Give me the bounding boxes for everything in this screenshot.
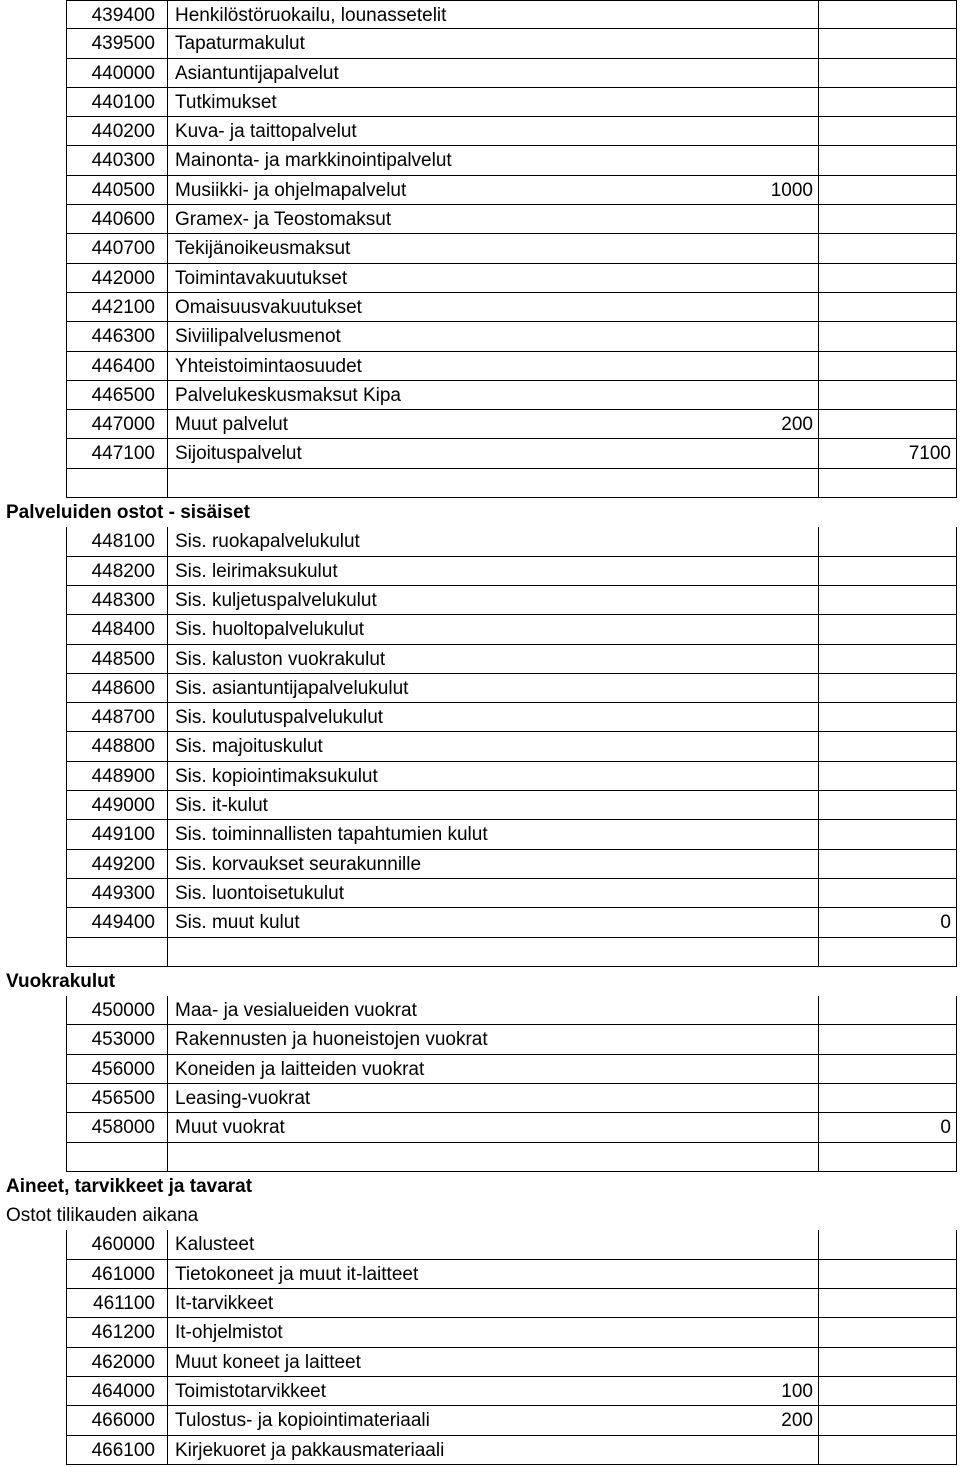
account-code: 461000 xyxy=(66,1260,167,1289)
section-heading: Aineet, tarvikkeet ja tavarat xyxy=(6,1175,253,1197)
section-total xyxy=(819,0,957,29)
section-total xyxy=(819,645,957,674)
account-value xyxy=(667,1348,819,1377)
account-name: Tapaturmakulut xyxy=(167,29,819,58)
account-name: Kalusteet xyxy=(167,1230,819,1259)
section-total xyxy=(819,732,957,761)
account-value xyxy=(667,879,819,908)
account-name: Sis. huoltopalvelukulut xyxy=(167,615,819,644)
account-row xyxy=(0,1406,960,1435)
account-value xyxy=(667,1318,819,1347)
section-total: 0 xyxy=(819,1113,957,1142)
account-row xyxy=(0,29,960,58)
empty-cell xyxy=(819,1143,957,1172)
account-code: 448700 xyxy=(66,703,167,732)
section-total xyxy=(819,1084,957,1113)
account-value xyxy=(667,1025,819,1054)
account-code: 458000 xyxy=(66,1113,167,1142)
account-name: Sis. kuljetuspalvelukulut xyxy=(167,586,819,615)
account-value xyxy=(667,674,819,703)
empty-cell xyxy=(667,469,819,498)
account-row xyxy=(0,527,960,556)
account-row xyxy=(0,615,960,644)
account-row xyxy=(0,1025,960,1054)
section-total xyxy=(819,674,957,703)
section-subheading: Ostot tilikauden aikana xyxy=(6,1205,199,1227)
account-name: Sis. asiantuntijapalvelukulut xyxy=(167,674,819,703)
account-value xyxy=(667,645,819,674)
section-heading: Vuokrakulut xyxy=(6,970,116,992)
account-code: 447100 xyxy=(66,439,167,468)
account-value xyxy=(667,439,819,468)
section-heading: Palveluiden ostot - sisäiset xyxy=(6,502,250,524)
account-value xyxy=(667,850,819,879)
section-total xyxy=(819,850,957,879)
account-row xyxy=(0,1436,960,1465)
account-name: Yhteistoimintaosuudet xyxy=(167,352,819,381)
section-total xyxy=(819,88,957,117)
account-name: Siviilipalvelusmenot xyxy=(167,322,819,351)
account-name: Toimintavakuutukset xyxy=(167,264,819,293)
section-total xyxy=(819,234,957,263)
account-row xyxy=(0,674,960,703)
section-total xyxy=(819,615,957,644)
account-code: 449300 xyxy=(66,879,167,908)
account-name: Musiikki- ja ohjelmapalvelut xyxy=(167,176,819,205)
section-total xyxy=(819,1230,957,1259)
account-code: 442100 xyxy=(66,293,167,322)
account-value xyxy=(667,117,819,146)
account-name: Sijoituspalvelut xyxy=(167,439,819,468)
account-name: Sis. luontoisetukulut xyxy=(167,879,819,908)
account-name: Henkilöstöruokailu, lounassetelit xyxy=(167,0,819,29)
account-code: 439400 xyxy=(66,0,167,29)
account-code: 448500 xyxy=(66,645,167,674)
section-total xyxy=(819,117,957,146)
account-code: 447000 xyxy=(66,410,167,439)
account-code: 446400 xyxy=(66,352,167,381)
section-total xyxy=(819,820,957,849)
account-code: 446300 xyxy=(66,322,167,351)
account-value xyxy=(667,996,819,1025)
account-row xyxy=(0,322,960,351)
section-total xyxy=(819,586,957,615)
account-value xyxy=(667,59,819,88)
account-value xyxy=(667,1113,819,1142)
section-subheading-row xyxy=(0,1201,960,1230)
section-total xyxy=(819,352,957,381)
section-heading-row xyxy=(0,1172,960,1201)
account-name: It-tarvikkeet xyxy=(167,1289,819,1318)
account-value xyxy=(667,234,819,263)
account-code: 448300 xyxy=(66,586,167,615)
section-total xyxy=(819,791,957,820)
account-row xyxy=(0,1055,960,1084)
account-value xyxy=(667,1055,819,1084)
account-code: 453000 xyxy=(66,1025,167,1054)
section-total xyxy=(819,205,957,234)
account-value xyxy=(667,205,819,234)
account-value xyxy=(667,703,819,732)
account-code: 448200 xyxy=(66,557,167,586)
account-code: 461100 xyxy=(66,1289,167,1318)
account-name: Kuva- ja taittopalvelut xyxy=(167,117,819,146)
account-name: Sis. leirimaksukulut xyxy=(167,557,819,586)
account-code: 461200 xyxy=(66,1318,167,1347)
account-row xyxy=(0,352,960,381)
account-name: Sis. ruokapalvelukulut xyxy=(167,527,819,556)
account-row xyxy=(0,1318,960,1347)
account-value: 1000 xyxy=(667,176,819,205)
account-code: 439500 xyxy=(66,29,167,58)
account-code: 440100 xyxy=(66,88,167,117)
account-code: 450000 xyxy=(66,996,167,1025)
section-total xyxy=(819,557,957,586)
account-code: 440300 xyxy=(66,146,167,175)
account-name: Palvelukeskusmaksut Kipa xyxy=(167,381,819,410)
account-name: Sis. toiminnallisten tapahtumien kulut xyxy=(167,820,819,849)
account-name: Muut koneet ja laitteet xyxy=(167,1348,819,1377)
account-row xyxy=(0,820,960,849)
account-row xyxy=(0,205,960,234)
account-name: Toimistotarvikkeet xyxy=(167,1377,819,1406)
account-row xyxy=(0,879,960,908)
account-code: 448600 xyxy=(66,674,167,703)
account-code: 460000 xyxy=(66,1230,167,1259)
account-name: Tietokoneet ja muut it-laitteet xyxy=(167,1260,819,1289)
account-row xyxy=(0,762,960,791)
account-value xyxy=(667,88,819,117)
account-code: 442000 xyxy=(66,264,167,293)
account-row xyxy=(0,703,960,732)
account-value xyxy=(667,1260,819,1289)
account-row xyxy=(0,88,960,117)
account-name: Asiantuntijapalvelut xyxy=(167,59,819,88)
account-value xyxy=(667,1230,819,1259)
account-name: Leasing-vuokrat xyxy=(167,1084,819,1113)
account-name: It-ohjelmistot xyxy=(167,1318,819,1347)
account-row xyxy=(0,381,960,410)
section-total xyxy=(819,879,957,908)
account-value xyxy=(667,732,819,761)
section-total xyxy=(819,410,957,439)
account-row xyxy=(0,117,960,146)
section-total xyxy=(819,1436,957,1465)
account-row xyxy=(0,1113,960,1142)
account-code: 456000 xyxy=(66,1055,167,1084)
empty-cell xyxy=(66,1143,167,1172)
account-code: 448400 xyxy=(66,615,167,644)
section-total xyxy=(819,1348,957,1377)
account-value xyxy=(667,557,819,586)
account-name: Koneiden ja laitteiden vuokrat xyxy=(167,1055,819,1084)
section-total xyxy=(819,264,957,293)
empty-cell xyxy=(66,469,167,498)
account-name: Muut vuokrat xyxy=(167,1113,819,1142)
section-total xyxy=(819,1260,957,1289)
section-total xyxy=(819,29,957,58)
section-total xyxy=(819,1318,957,1347)
account-row xyxy=(0,1348,960,1377)
account-code: 449000 xyxy=(66,791,167,820)
account-name: Sis. kopiointimaksukulut xyxy=(167,762,819,791)
account-name: Sis. it-kulut xyxy=(167,791,819,820)
section-total xyxy=(819,381,957,410)
account-row xyxy=(0,996,960,1025)
account-code: 440000 xyxy=(66,59,167,88)
spacer-row xyxy=(0,1143,960,1172)
account-value xyxy=(667,908,819,937)
account-name: Sis. kaluston vuokrakulut xyxy=(167,645,819,674)
account-row xyxy=(0,1230,960,1259)
section-total xyxy=(819,703,957,732)
account-value xyxy=(667,791,819,820)
section-total xyxy=(819,176,957,205)
account-row xyxy=(0,146,960,175)
account-row xyxy=(0,1260,960,1289)
account-value xyxy=(667,322,819,351)
account-name: Sis. majoituskulut xyxy=(167,732,819,761)
account-row xyxy=(0,850,960,879)
account-value: 200 xyxy=(667,410,819,439)
account-name: Muut palvelut xyxy=(167,410,819,439)
account-value xyxy=(667,381,819,410)
account-code: 440500 xyxy=(66,176,167,205)
spacer-row xyxy=(0,938,960,967)
account-row xyxy=(0,557,960,586)
account-name: Maa- ja vesialueiden vuokrat xyxy=(167,996,819,1025)
account-value xyxy=(667,527,819,556)
section-total xyxy=(819,1289,957,1318)
account-row xyxy=(0,176,960,205)
section-total xyxy=(819,293,957,322)
account-row xyxy=(0,410,960,439)
empty-cell xyxy=(667,938,819,967)
section-total xyxy=(819,996,957,1025)
section-total xyxy=(819,1055,957,1084)
account-value: 200 xyxy=(667,1406,819,1435)
account-code: 449400 xyxy=(66,908,167,937)
account-code: 466000 xyxy=(66,1406,167,1435)
section-total xyxy=(819,59,957,88)
account-code: 464000 xyxy=(66,1377,167,1406)
account-code: 446500 xyxy=(66,381,167,410)
account-row xyxy=(0,234,960,263)
account-value xyxy=(667,0,819,29)
account-row xyxy=(0,293,960,322)
account-name: Omaisuusvakuutukset xyxy=(167,293,819,322)
section-heading-row xyxy=(0,498,960,527)
account-row xyxy=(0,0,960,29)
account-code: 456500 xyxy=(66,1084,167,1113)
account-row xyxy=(0,1377,960,1406)
account-row xyxy=(0,1084,960,1113)
account-row xyxy=(0,791,960,820)
empty-cell xyxy=(667,1143,819,1172)
account-value xyxy=(667,1436,819,1465)
account-row xyxy=(0,1289,960,1318)
spacer-row xyxy=(0,469,960,498)
account-code: 462000 xyxy=(66,1348,167,1377)
account-value xyxy=(667,264,819,293)
account-value xyxy=(667,586,819,615)
section-total xyxy=(819,1025,957,1054)
account-row xyxy=(0,59,960,88)
account-row xyxy=(0,645,960,674)
account-code: 448800 xyxy=(66,732,167,761)
account-code: 466100 xyxy=(66,1436,167,1465)
account-value xyxy=(667,1084,819,1113)
account-name: Kirjekuoret ja pakkausmateriaali xyxy=(167,1436,819,1465)
account-row xyxy=(0,264,960,293)
account-code: 440700 xyxy=(66,234,167,263)
account-value xyxy=(667,146,819,175)
account-name: Tulostus- ja kopiointimateriaali xyxy=(167,1406,819,1435)
account-row xyxy=(0,586,960,615)
account-code: 449200 xyxy=(66,850,167,879)
section-total: 7100 xyxy=(819,439,957,468)
account-value xyxy=(667,352,819,381)
account-name: Sis. muut kulut xyxy=(167,908,819,937)
account-name: Sis. koulutuspalvelukulut xyxy=(167,703,819,732)
account-value: 100 xyxy=(667,1377,819,1406)
empty-cell xyxy=(66,938,167,967)
section-total xyxy=(819,1377,957,1406)
section-total xyxy=(819,322,957,351)
account-code: 440200 xyxy=(66,117,167,146)
account-value xyxy=(667,615,819,644)
account-row xyxy=(0,439,960,468)
section-total xyxy=(819,1406,957,1435)
account-code: 440600 xyxy=(66,205,167,234)
account-name: Mainonta- ja markkinointipalvelut xyxy=(167,146,819,175)
account-value xyxy=(667,820,819,849)
account-row xyxy=(0,732,960,761)
account-code: 448100 xyxy=(66,527,167,556)
account-name: Sis. korvaukset seurakunnille xyxy=(167,850,819,879)
section-total xyxy=(819,527,957,556)
account-code: 449100 xyxy=(66,820,167,849)
empty-cell xyxy=(819,938,957,967)
account-row xyxy=(0,908,960,937)
account-name: Tutkimukset xyxy=(167,88,819,117)
account-name: Rakennusten ja huoneistojen vuokrat xyxy=(167,1025,819,1054)
account-value xyxy=(667,293,819,322)
account-value xyxy=(667,1289,819,1318)
section-total xyxy=(819,146,957,175)
account-value xyxy=(667,762,819,791)
section-total xyxy=(819,762,957,791)
account-value xyxy=(667,29,819,58)
empty-cell xyxy=(819,469,957,498)
section-total: 0 xyxy=(819,908,957,937)
account-name: Gramex- ja Teostomaksut xyxy=(167,205,819,234)
section-heading-row xyxy=(0,967,960,996)
account-code: 448900 xyxy=(66,762,167,791)
account-name: Tekijänoikeusmaksut xyxy=(167,234,819,263)
